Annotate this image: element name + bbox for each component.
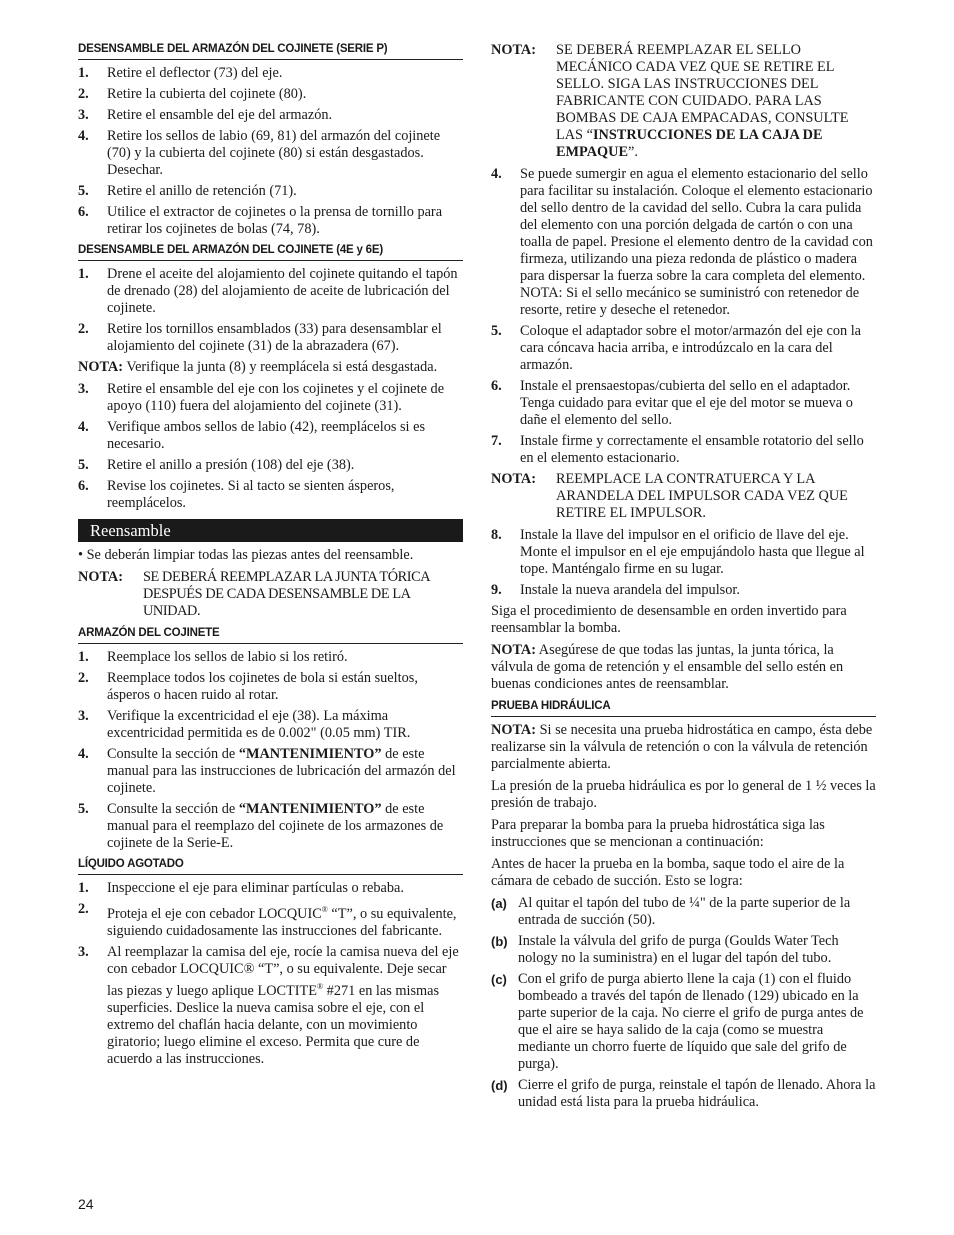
list-item	[78, 901, 463, 940]
note-text: ”.	[628, 144, 638, 160]
section-heading: DESENSAMBLE DEL ARMAZÓN DEL COJINETE (SERIE P)	[78, 41, 463, 60]
note-label: NOTA:	[491, 471, 537, 487]
section-heading: ARMAZÓN DEL COJINETE	[78, 625, 463, 644]
item-number: 8.	[491, 527, 502, 543]
note	[491, 471, 876, 522]
list-item	[78, 86, 463, 103]
item-number: 4.	[78, 128, 89, 144]
paragraph: Para preparar la bomba para la prueba hidrostática siga las instrucciones que se mencionan a continuación:	[491, 817, 825, 850]
list-item	[78, 107, 463, 124]
item-text: Con el grifo de purga abierto llene la caja (1) con el fluido bombeado a través del tapón de llenado (129) ubicado en la parte superior de la caja. No cierre el grifo de purga antes de que el aire se haya salido de la caja (como se muestra mediante un chorro fuerte de líquido que sale del grifo de purga).	[518, 971, 864, 1072]
item-text: Instale firme y correctamente el ensamble rotatorio del sello en el elemento estacionario.	[520, 433, 864, 466]
section-heading: DESENSAMBLE DEL ARMAZÓN DEL COJINETE (4E y 6E)	[78, 242, 463, 261]
note-label: NOTA:	[491, 42, 537, 58]
list-item	[491, 323, 876, 374]
item-text: Instale el prensaestopas/cubierta del sello en el adaptador. Tenga cuidado para evitar que el eje del motor se mueva o dañe el elemento del sello.	[520, 378, 853, 428]
item-text: Retire el anillo de retención (71).	[107, 183, 297, 199]
list-item	[78, 321, 463, 355]
item-number: 4.	[491, 166, 502, 182]
item-number: 9.	[491, 582, 502, 598]
paragraph: Antes de hacer la prueba en la bomba, saque todo el aire de la cámara de cebado de succión. Esto se logra:	[491, 856, 845, 889]
list-item	[78, 183, 463, 200]
note-text: REEMPLACE LA CONTRATUERCA Y LA ARANDELA DEL IMPULSOR CADA VEZ QUE RETIRE EL IMPULSOR.	[556, 471, 848, 521]
list-item	[78, 880, 463, 897]
note	[491, 722, 876, 773]
list-item	[78, 65, 463, 82]
item-number: 2.	[78, 86, 89, 102]
item-number: 2.	[78, 321, 89, 337]
item-text: Instale la llave del impulsor en el orificio de llave del eje. Monte el impulsor en el eje empujándolo hasta que llegue al tope. Manténgalo firme en su lugar.	[520, 527, 865, 577]
list-item	[78, 649, 463, 666]
list-item	[78, 944, 463, 1068]
item-number: 6.	[78, 204, 89, 220]
list-item	[491, 1077, 876, 1111]
note	[78, 569, 463, 620]
item-text: Verifique la excentricidad el eje (38). La máxima excentricidad permitida es de 0.002" (0.05 mm) TIR.	[107, 708, 411, 741]
item-number: 5.	[78, 457, 89, 473]
item-letter: (a)	[491, 896, 507, 911]
list-item	[78, 128, 463, 179]
list-item	[491, 971, 876, 1073]
lettered-list	[491, 895, 876, 1111]
note-text: Verifique la junta (8) y reemplácela si está desgastada.	[123, 359, 438, 375]
item-text: #271 en las mismas superficies. Deslice la nueva camisa sobre el eje, con el extremo del chaflán hacia delante, con un movimiento giratorio; luego elimine el exceso. Permita que cure de acuerdo a las instrucciones.	[107, 982, 440, 1067]
list-item	[78, 381, 463, 415]
steps-list	[78, 65, 463, 238]
item-text: Instale la válvula del grifo de purga (Goulds Water Tech nology no la suministra) en el lugar del tapón del tubo.	[518, 933, 839, 966]
item-number: 5.	[491, 323, 502, 339]
list-item	[491, 933, 876, 967]
list-item	[78, 708, 463, 742]
list-item	[491, 582, 876, 599]
item-text: Se puede sumergir en agua el elemento estacionario del sello para facilitar su instalación. Coloque el elemento estacionario del sello dentro de la cavidad del sello. Cubra la cara pulida del elemento con una porción delgada de cartón o con una toalla de papel. Presione el elemento dentro de la cavidad con firmeza, utilizando una pieza redonda de plástico o madera para dispersar la fuerza sobre la cara completa del elemento. NOTA: Si el sello mecánico se suministró con retenedor de resorte, retire y deseche el retenedor.	[520, 166, 873, 318]
steps-list	[491, 166, 876, 467]
item-number: 1.	[78, 880, 89, 896]
bullet-text: • Se deberán limpiar todas las piezas antes del reensamble.	[78, 547, 414, 563]
note-text: Si se necesita una prueba hidrostática en campo, ésta debe realizarse sin la válvula de retención o con la válvula de retención parcialmente abierta.	[491, 722, 873, 772]
section-heading: LÍQUIDO AGOTADO	[78, 856, 463, 875]
list-item	[78, 801, 463, 852]
item-number: 2.	[78, 901, 89, 917]
registered-mark: ®	[321, 905, 328, 914]
item-text: Verifique ambos sellos de labio (42), reemplácelos si es necesario.	[107, 419, 426, 452]
note-label: NOTA:	[78, 569, 124, 585]
list-item	[78, 746, 463, 797]
steps-list	[491, 527, 876, 599]
item-text: Instale la nueva arandela del impulsor.	[520, 582, 740, 598]
list-item	[78, 419, 463, 453]
item-number: 3.	[78, 943, 89, 960]
note	[491, 42, 876, 161]
item-text: Retire el ensamble del eje con los cojinetes y el cojinete de apoyo (110) fuera del alojamiento del cojinete (31).	[107, 381, 445, 414]
list-item	[491, 895, 876, 929]
item-text: Retire los sellos de labio (69, 81) del armazón del cojinete (70) y la cubierta del cojinete (80) si están desgastados. Desechar.	[107, 128, 441, 178]
item-text: Retire el anillo a presión (108) del eje (38).	[107, 457, 355, 473]
item-text: de este manual para el reemplazo del cojinete de los armazones de cojinete de la Serie-E.	[107, 801, 444, 851]
item-number: 6.	[78, 478, 89, 494]
steps-list	[78, 649, 463, 852]
registered-mark: ®	[317, 981, 324, 991]
list-item	[491, 378, 876, 429]
item-text: Consulte la sección de	[107, 746, 239, 762]
item-text: Drene el aceite del alojamiento del cojinete quitando el tapón de drenado (28) del alojamiento de aceite de lubricación del cojinete.	[107, 266, 458, 316]
item-letter: (c)	[491, 972, 507, 987]
note-label: NOTA:	[491, 642, 537, 658]
note	[78, 359, 463, 376]
right-column	[491, 42, 876, 1115]
item-number: 1.	[78, 65, 89, 81]
note-label: NOTA:	[78, 359, 124, 375]
item-text: de este manual para las instrucciones de lubricación del armazón del cojinete.	[107, 746, 456, 796]
section-band-title: Reensamble	[78, 519, 463, 542]
list-item	[78, 670, 463, 704]
item-number: 6.	[491, 378, 502, 394]
item-emphasis: “MANTENIMIENTO”	[238, 746, 382, 762]
item-text: Retire el ensamble del eje del armazón.	[107, 107, 333, 123]
item-text: Reemplace todos los cojinetes de bola si están sueltos, ásperos o hacen ruido al rotar.	[107, 670, 418, 703]
item-number: 1.	[78, 266, 89, 282]
item-text: Consulte la sección de	[107, 801, 239, 817]
item-number: 4.	[78, 746, 89, 762]
item-number: 7.	[491, 433, 502, 449]
note-text: SE DEBERÁ REEMPLAZAR LA JUNTA TÓRICA DESPUÉS DE CADA DESENSAMBLE DE LA UNIDAD.	[143, 569, 430, 619]
item-number: 4.	[78, 419, 89, 435]
item-letter: (d)	[491, 1078, 508, 1093]
item-text: Retire el deflector (73) del eje.	[107, 65, 283, 81]
item-number: 2.	[78, 670, 89, 686]
item-number: 3.	[78, 381, 89, 397]
item-text: Al reemplazar la camisa del eje, rocíe la camisa nueva del eje con cebador LOCQUIC® “T”, o su equivalente. Deje secar las piezas y luego aplique LOCTITE	[107, 943, 459, 999]
item-text: Revise los cojinetes. Si al tacto se sienten ásperos, reemplácelos.	[107, 478, 395, 511]
list-item	[78, 266, 463, 317]
list-item	[78, 204, 463, 238]
item-text: Proteja el eje con cebador LOCQUIC	[107, 905, 322, 922]
item-text: “T”, o su equivalente, siguiendo cuidadosamente las instrucciones del fabricante.	[107, 905, 457, 939]
item-number: 1.	[78, 649, 89, 665]
steps-list	[78, 880, 463, 1068]
item-emphasis: “MANTENIMIENTO”	[238, 801, 382, 817]
item-text: Al quitar el tapón del tubo de ¼" de la parte superior de la entrada de succión (50).	[518, 895, 851, 928]
item-text: Retire los tornillos ensamblados (33) para desensamblar el alojamiento del cojinete (31) de la abrazadera (67).	[107, 321, 442, 354]
item-text: Coloque el adaptador sobre el motor/armazón del eje con la cara cóncava hacia arriba, e introdúzcalo en la cara del armazón.	[520, 323, 862, 373]
note-text: SE DEBERÁ REEMPLAZAR EL SELLO MECÁNICO CADA VEZ QUE SE RETIRE EL SELLO. SIGA LAS INSTRUCCIONES DEL FABRICANTE CON CUIDADO. PARA LAS BOMBAS DE CAJA EMPACADAS, CONSULTE LAS “	[556, 42, 849, 143]
paragraph: La presión de la prueba hidráulica es por lo general de 1 ½ veces la presión de trabajo.	[491, 778, 876, 811]
list-item	[78, 457, 463, 474]
list-item	[78, 478, 463, 512]
page-number: 24	[78, 1196, 94, 1212]
list-item	[491, 166, 876, 319]
item-number: 3.	[78, 708, 89, 724]
list-item	[491, 527, 876, 578]
item-text: Inspeccione el eje para eliminar partículas o rebaba.	[107, 880, 404, 896]
item-text: Cierre el grifo de purga, reinstale el tapón de llenado. Ahora la unidad está lista para la prueba hidráulica.	[518, 1077, 876, 1110]
item-text: Utilice el extractor de cojinetes o la prensa de tornillo para retirar los cojinetes de bolas (74, 78).	[107, 204, 443, 237]
list-item	[491, 433, 876, 467]
note-text: Asegúrese de que todas las juntas, la junta tórica, la válvula de goma de retención y el ensamble del sello estén en buenas condiciones antes de reensamblar.	[491, 642, 844, 692]
steps-list	[78, 266, 463, 355]
note-label: NOTA:	[491, 722, 537, 738]
item-text: Retire la cubierta del cojinete (80).	[107, 86, 307, 102]
item-letter: (b)	[491, 934, 508, 949]
item-number: 3.	[78, 107, 89, 123]
note	[491, 642, 876, 693]
left-column	[78, 38, 463, 1072]
section-heading: PRUEBA HIDRÁULICA	[491, 698, 876, 717]
paragraph: Siga el procedimiento de desensamble en orden invertido para reensamblar la bomba.	[491, 603, 847, 636]
steps-list	[78, 381, 463, 512]
item-number: 5.	[78, 801, 89, 817]
item-text: Reemplace los sellos de labio si los retiró.	[107, 649, 348, 665]
item-number: 5.	[78, 183, 89, 199]
note-emphasis: INSTRUCCIONES DE LA CAJA DE EMPAQUE	[556, 127, 823, 160]
